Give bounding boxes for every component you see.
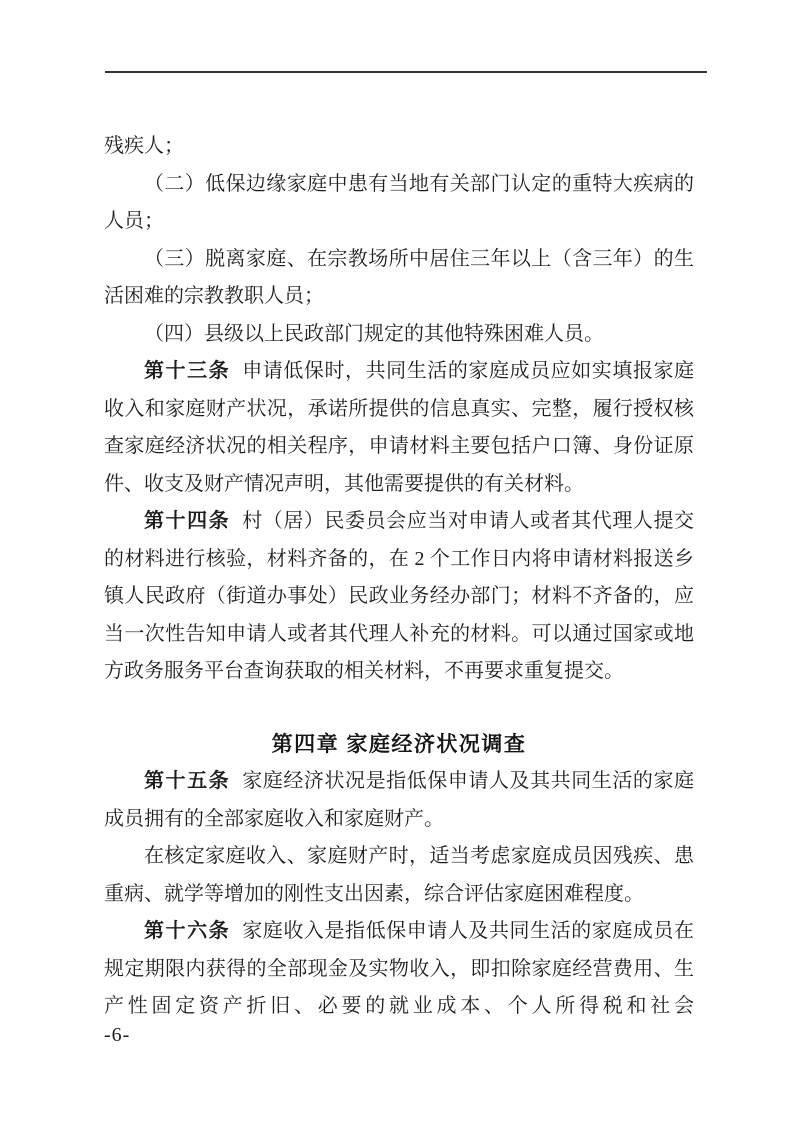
paragraph [104, 128, 694, 166]
article-paragraph [104, 353, 694, 503]
paragraph-text: 在核定家庭收入、家庭财产时，适当考虑家庭成员因残疾、患重病、就学等增加的刚性支出因素，综合评估家庭困难程度。 [104, 845, 694, 905]
article-paragraph [104, 763, 694, 838]
header-rule [105, 71, 707, 73]
paragraph [104, 241, 694, 316]
article-text: 村（居）民委员会应当对申请人或者其代理人提交的材料进行核验，材料齐备的，在 2 个工作日内将申请材料报送乡镇人民政府（街道办事处）民政业务经办部门；材料不齐备的，应当一次性告知申请人或者其代理人补充的材料。可以通过国家或地方政务服务平台查询获取的相关材料，不再要求重复提交。 [104, 510, 695, 682]
paragraph [104, 166, 694, 241]
article-text: 申请低保时，共同生活的家庭成员应如实填报家庭收入和家庭财产状况，承诺所提供的信息真实、完整，履行授权核查家庭经济状况的相关程序，申请材料主要包括户口簿、身份证原件、收支及财产情况声明，其他需要提供的有关材料。 [104, 360, 695, 495]
article-number: 第十五条 [144, 770, 231, 792]
article-number: 第十三条 [144, 360, 231, 382]
article-paragraph [104, 913, 694, 1026]
paragraph [104, 316, 694, 354]
document-body [104, 128, 694, 1026]
chapter-heading: 第四章 家庭经济状况调查 [271, 732, 527, 756]
paragraph-text: 残疾人； [104, 135, 184, 157]
page-number: -6- [104, 1024, 131, 1046]
paragraph [104, 838, 694, 913]
paragraph-text: （四）县级以上民政部门规定的其他特殊困难人员。 [144, 322, 604, 345]
article-paragraph [104, 503, 694, 691]
article-text: 家庭经济状况是指低保申请人及其共同生活的家庭成员拥有的全部家庭收入和家庭财产。 [104, 770, 695, 830]
article-number: 第十六条 [144, 920, 231, 942]
article-number: 第十四条 [144, 510, 231, 532]
paragraph-text: （二）低保边缘家庭中患有当地有关部门认定的重特大疾病的人员； [104, 172, 694, 232]
article-text: 家庭收入是指低保申请人及共同生活的家庭成员在规定期限内获得的全部现金及实物收入，即扣除家庭经营费用、生产性固定资产折旧、必要的就业成本、个人所得税和社会 [104, 920, 695, 1017]
paragraph-text: （三）脱离家庭、在宗教场所中居住三年以上（含三年）的生活困难的宗教教职人员； [104, 247, 694, 307]
